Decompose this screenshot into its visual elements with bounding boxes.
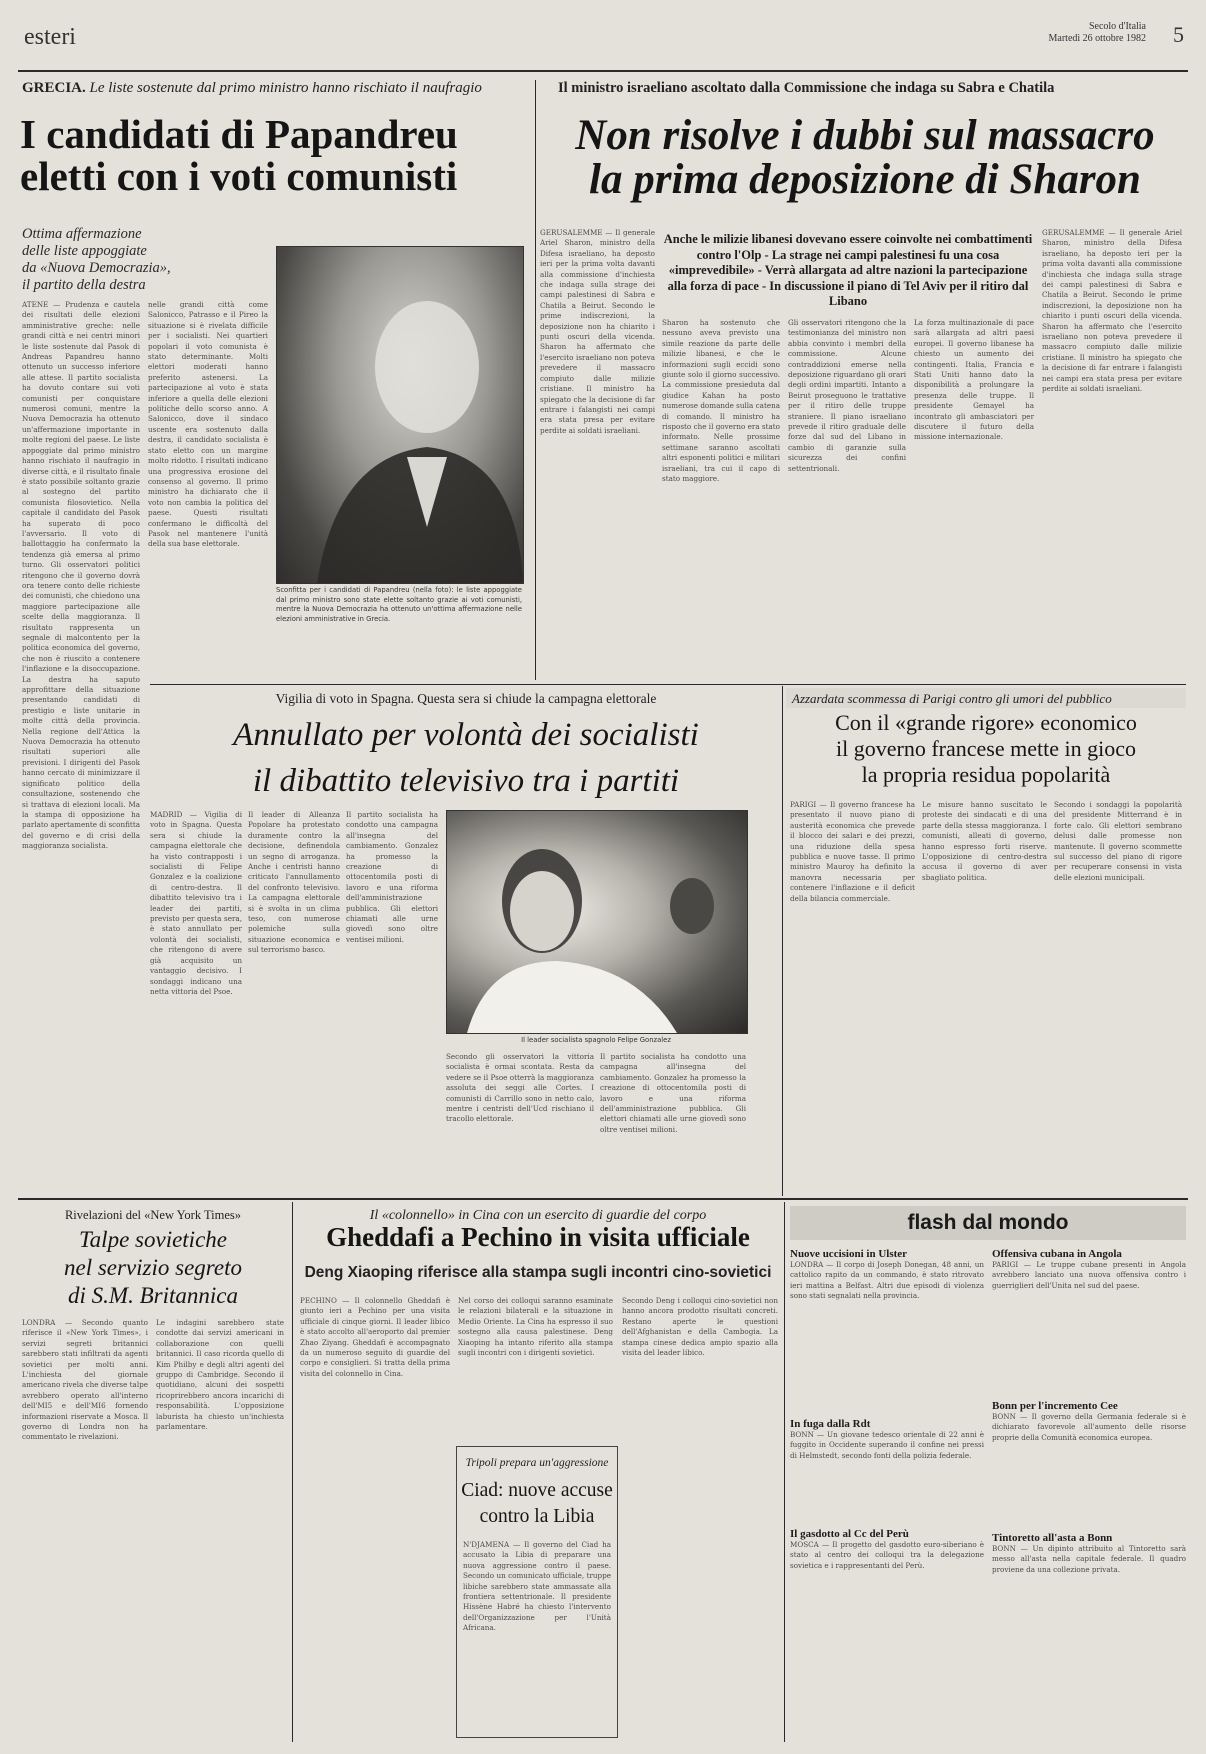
ciad-headline bbox=[457, 1478, 617, 1530]
talpe-headline-line2: nel servizio segreto bbox=[63, 1255, 242, 1280]
talpe-headline bbox=[18, 1226, 288, 1310]
flash-item bbox=[790, 1528, 984, 1690]
francia-kicker-band bbox=[786, 688, 1186, 708]
ciad-body: N'DJAMENA — Il governo del Ciad ha accusato la Libia di preparare una nuova aggressione contro il paese. Secondo un comunicato ufficiale, truppe libiche sarebbero state ammassate alla frontiera settentrionale. Il presidente Hissène Habré ha chiesto l'intervento dell'Organizzazione per l'Unità Africana. bbox=[463, 1540, 611, 1633]
spagna-body-col1: MADRID — Vigilia di voto in Spagna. Questa sera si chiude la campagna elettorale che ha visto contrapposti i socialisti di Felipe Gonzalez e la coalizione di centro-destra. Il dibattito televisivo tra i leader dei partiti, previsto per questa sera, è stato annullato per volontà dei socialisti, che ritengono di avere già acquisito un vantaggio decisivo. I sondaggi indicano una netta vittoria del Psoe. bbox=[150, 810, 242, 996]
flash-item-title: Bonn per l'incremento Cee bbox=[992, 1400, 1118, 1412]
sharon-kicker: Il ministro israeliano ascoltato dalla Commissione che indaga su Sabra e Chatila bbox=[558, 80, 1055, 96]
flash-item-title: Il gasdotto al Cc del Perù bbox=[790, 1528, 909, 1540]
masthead-date: Martedì 26 ottobre 1982 bbox=[1048, 33, 1146, 44]
grecia-headline-line1: I candidati di Papandreu bbox=[20, 111, 458, 157]
gheddafi-body-col1: PECHINO — Il colonnello Gheddafi è giunto ieri a Pechino per una visita ufficiale di cinque giorni. Il leader libico è stato accolto all'aeroporto dal premier Zhao Ziyang. Gheddafi è accompagnato da un numeroso seguito di guardie del corpo e consiglieri. Si tratta della prima visita del colonnello in Cina. bbox=[300, 1296, 450, 1378]
sharon-body-col5: GERUSALEMME — Il generale Ariel Sharon, ministro della Difesa israeliano, ha deposto ieri per la prima volta davanti alla commissione d'inchiesta che indaga sulla strage dei campi palestinesi di Sabra e Chatila a Beirut. Secondo le prime indiscrezioni, la deposizione non ha chiarito i punti oscuri della vicenda. Sharon ha affermato che l'esercito israeliano non poteva prevedere il massacro compiuto dalle milizie cristiane. Il ministro ha spiegato che la decisione di far entrare i falangisti nei campi era stata presa per evitare perdite ai soldati israeliani. bbox=[1042, 228, 1182, 394]
photo-person-icon bbox=[447, 811, 747, 1033]
sharon-body-col4: La forza multinazionale di pace sarà allargata ad altri paesi europei. Il governo libanese ha chiesto un aumento dei contingenti. Italia, Francia e Stati Uniti hanno dato la disponibilità a prolungare la presenza delle truppe. Il presidente Gemayel ha incontrato gli ambasciatori per discutere il futuro della missione internazionale. bbox=[914, 318, 1034, 442]
talpe-kicker: Rivelazioni del «New York Times» bbox=[64, 1208, 242, 1222]
spagna-kicker: Vigilia di voto in Spagna. Questa sera si chiude la campagna elettorale bbox=[275, 691, 657, 706]
sharon-headline-line2: la prima deposizione di Sharon bbox=[589, 155, 1141, 203]
flash-item-text: BONN — Il governo della Germania federale si è dichiarato favorevole all'aumento delle risorse proprie della Comunità economica europea. bbox=[992, 1412, 1186, 1442]
francia-body-col1: PARIGI — Il governo francese ha presentato il nuovo piano di austerità economica che prevede il blocco dei salari e dei prezzi, una riduzione della spesa pubblica e nuove tasse. Il primo ministro Mauroy ha definito la manovra necessaria per contenere l'inflazione e il deficit della bilancia commerciale. bbox=[790, 800, 915, 903]
grecia-kicker bbox=[22, 80, 482, 97]
francia-headline bbox=[786, 710, 1186, 788]
lower-rule bbox=[18, 1198, 1188, 1200]
flash-item bbox=[790, 1418, 984, 1520]
francia-headline-line3: la propria residua popolarità bbox=[861, 762, 1111, 787]
flash-item-text: BONN — Un giovane tedesco orientale di 22 anni è fuggito in Occidente superando il confine nei pressi di Helmstedt, secondo fonti della polizia federale. bbox=[790, 1430, 984, 1460]
ciad-headline-line2: contro la Libia bbox=[479, 1506, 595, 1527]
flash-item bbox=[790, 1248, 984, 1410]
grecia-subhead-line1: Ottima affermazione bbox=[22, 226, 142, 242]
flash-item bbox=[992, 1532, 1186, 1694]
grecia-kicker-label: GRECIA. bbox=[22, 80, 86, 96]
spagna-headline-line2: il dibattito televisivo tra i partiti bbox=[252, 763, 680, 799]
masthead-title: Secolo d'Italia bbox=[1088, 21, 1146, 32]
gonzalez-photo-caption: Il leader socialista spagnolo Felipe Gonzalez bbox=[521, 1036, 671, 1044]
francia-headline-line1: Con il «grande rigore» economico bbox=[835, 710, 1137, 735]
flash-title: flash dal mondo bbox=[790, 1206, 1186, 1240]
grecia-subhead-line3: da «Nuova Democrazia», bbox=[22, 260, 171, 276]
grecia-headline bbox=[20, 111, 530, 199]
sharon-body-col2: Sharon ha sostenuto che nessuno aveva previsto una simile reazione da parte delle milizie libanesi, e che le informazioni sugli eccidi sono giunte solo il giorno successivo. La commissione presieduta dal giudice Kahan ha posto numerose domande sulla catena di comando. Il ministro ha risposto che il governo era stato informato. Nelle prossime settimane saranno ascoltati altri esponenti politici e militari israeliani, tra cui il capo di stato maggiore. bbox=[662, 318, 780, 484]
talpe-body-col1: LONDRA — Secondo quanto riferisce il «New York Times», i servizi segreti britannici sarebbero stati infiltrati da agenti sovietici per molti anni. L'inchiesta del giornale americano rivela che diverse talpe avrebbero operato all'interno dell'MI5 e dell'MI6 fornendo informazioni riservate a Mosca. Il governo di Londra non ha commentato le rivelazioni. bbox=[22, 1318, 148, 1442]
ciad-headline-line1: Ciad: nuove accuse bbox=[461, 1480, 613, 1501]
flash-col1 bbox=[790, 1248, 984, 1690]
gheddafi-kicker: Il «colonnello» in Cina con un esercito di guardie del corpo bbox=[369, 1208, 707, 1223]
flash-item-title: In fuga dalla Rdt bbox=[790, 1418, 871, 1430]
masthead bbox=[1049, 21, 1146, 45]
spagna-kicker-wrap bbox=[150, 688, 782, 707]
flash-item-text: BONN — Un dipinto attribuito al Tintoretto sarà messo all'asta nella capitale federale. Il quadro proviene da una collezione privata. bbox=[992, 1544, 1186, 1574]
sharon-body-col3: Gli osservatori ritengono che la testimonianza del ministro non abbia convinto i membri della commissione. Alcune contraddizioni emerse nella deposizione riguardano gli orari degli ordini impartiti. Intanto a Beirut proseguono le trattative per il ritiro delle truppe straniere. Il piano israeliano prevede il ritiro graduale delle forze dal sud del Libano in cambio di garanzie sulla sicurezza dei confini settentrionali. bbox=[788, 318, 906, 473]
ciad-box bbox=[456, 1446, 618, 1738]
flash-item-text: PARIGI — Le truppe cubane presenti in Angola avrebbero lanciato una nuova offensiva contro i guerriglieri dell'Unita nel sud del paese. bbox=[992, 1260, 1186, 1290]
grecia-body-col2: nelle grandi città come Salonicco, Patrasso e il Pireo la situazione si è rivelata difficile per i socialisti. Nei quartieri popolari il voto comunista è stato determinante. Molti elettori moderati hanno preferito astenersi. La partecipazione al voto è stata inferiore a quella delle elezioni politiche dello scorso anno. A Salonicco, dove il sindaco uscente era sostenuto dalla destra, il candidato socialista è stato eletto con un margine molto ridotto. I risultati indicano una progressiva erosione del consenso al governo. Il primo ministro ha dichiarato che il voto non cambia la politica del paese. Questi risultati confermano le difficoltà del Pasok nel mantenere l'unità della sua base elettorale. bbox=[148, 300, 268, 549]
flash-item-text: LONDRA — Il corpo di Joseph Donegan, 48 anni, un cattolico rapito da un commando, è stato ritrovato ieri mattina a Belfast. Altri due episodi di violenza sono stati segnalati nella provincia. bbox=[790, 1260, 984, 1301]
flash-item bbox=[992, 1400, 1186, 1522]
flash-col2 bbox=[992, 1248, 1186, 1694]
photo-portrait-icon bbox=[277, 247, 523, 583]
column-rule-3 bbox=[292, 1202, 293, 1742]
gheddafi-body-col2: Nel corso dei colloqui saranno esaminate le relazioni bilaterali e la situazione in Medio Oriente. La Cina ha espresso il suo sostegno alla causa palestinese. Deng Xiaoping ha intanto riferito alla stampa sugli incontri con i dirigenti sovietici. bbox=[458, 1296, 613, 1358]
column-rule-4 bbox=[784, 1202, 785, 1742]
gheddafi-subhead: Deng Xiaoping riferisce alla stampa sugli incontri cino-sovietici bbox=[304, 1264, 772, 1281]
column-rule bbox=[535, 80, 536, 680]
grecia-headline-line2: eletti con i voti comunisti bbox=[20, 152, 458, 199]
talpe-kicker-wrap bbox=[18, 1204, 288, 1223]
header-rule bbox=[18, 70, 1188, 72]
flash-item-title: Offensiva cubana in Angola bbox=[992, 1248, 1122, 1260]
gheddafi-kicker-wrap bbox=[296, 1204, 780, 1224]
spagna-body-col4: Secondo gli osservatori la vittoria socialista è ormai scontata. Resta da vedere se il Psoe otterrà la maggioranza assoluta dei seggi alle Cortes. I comunisti di Carrillo sono in netto calo, mentre i centristi dell'Ucd rischiano il tracollo elettorale. bbox=[446, 1052, 594, 1124]
francia-headline-line2: il governo francese mette in gioco bbox=[836, 736, 1136, 761]
spagna-body-col2: Il leader di Alleanza Popolare ha protestato duramente contro la decisione, definendola un segno di arroganza. Anche i centristi hanno criticato l'annullamento del confronto televisivo. La campagna elettorale si è svolta in un clima teso, con numerose polemiche sulla situazione economica e sul terrorismo basco. bbox=[248, 810, 340, 955]
spagna-body-col3: Il partito socialista ha condotto una campagna all'insegna del cambiamento. Gonzalez ha promesso la creazione di ottocentomila posti di lavoro e una riforma dell'amministrazione pubblica. Gli elettori chiamati alle urne giovedì sono oltre ventisei milioni. bbox=[346, 810, 438, 944]
francia-body-col2: Le misure hanno suscitato le proteste dei sindacati e di una parte della stessa maggioranza. I comunisti, alleati di governo, hanno espresso forti riserve. L'opposizione di centro-destra accusa il governo di aver sbagliato politica. bbox=[922, 800, 1047, 882]
grecia-subhead-line4: il partito della destra bbox=[22, 277, 146, 293]
flash-item-title: Tintoretto all'asta a Bonn bbox=[992, 1532, 1113, 1544]
papandreu-photo-caption: Sconfitta per i candidati di Papandreu (nella foto): le liste appoggiate dal primo ministro sono state elette soltanto grazie ai voti comunisti, mentre la Nuova Democrazia ha ottenuto un'ottima affermazione nelle elezioni amministrative in Grecia. bbox=[276, 586, 522, 623]
francia-kicker: Azzardata scommessa di Parigi contro gli umori del pubblico bbox=[792, 691, 1112, 706]
sharon-body-col1: GERUSALEMME — Il generale Ariel Sharon, ministro della Difesa israeliano, ha deposto ieri per la prima volta davanti alla commissione d'inchiesta che indaga sulla strage dei campi palestinesi di Sabra e Chatila a Beirut. Secondo le prime indiscrezioni, la deposizione non ha chiarito i punti oscuri della vicenda. Sharon ha affermato che l'esercito israeliano non poteva prevedere il massacro compiuto dalle milizie cristiane. Il ministro ha spiegato che la decisione di far entrare i falangisti nei campi era stata presa per evitare perdite ai soldati israeliani. bbox=[540, 228, 655, 435]
page-number: 5 bbox=[1173, 22, 1184, 47]
spagna-body-col5: Il partito socialista ha condotto una campagna all'insegna del cambiamento. Gonzalez ha promesso la creazione di ottocentomila posti di lavoro e una riforma dell'amministrazione pubblica. Gli elettori chiamati alle urne giovedì sono oltre ventisei milioni. bbox=[600, 1052, 746, 1134]
mid-rule bbox=[150, 684, 1186, 685]
spagna-headline bbox=[150, 712, 782, 804]
flash-item-title: Nuove uccisioni in Ulster bbox=[790, 1248, 908, 1260]
column-rule-2 bbox=[782, 686, 783, 1196]
flash-item-text: MOSCA — Il progetto del gasdotto euro-siberiano è stato al centro dei colloqui tra la delegazione sovietica e i rappresentanti del Perù. bbox=[790, 1540, 984, 1570]
flash-item bbox=[992, 1248, 1186, 1390]
talpe-headline-line3: di S.M. Britannica bbox=[68, 1283, 238, 1308]
gheddafi-body-col3: Secondo Deng i colloqui cino-sovietici non hanno ancora prodotto risultati concreti. Restano aperte le questioni dell'Afghanistan e della Cambogia. La stampa cinese dedica ampio spazio alla visita del leader libico. bbox=[622, 1296, 778, 1358]
grecia-kicker-text: Le liste sostenute dal primo ministro hanno rischiato il naufragio bbox=[89, 80, 482, 96]
sharon-subhead: Anche le milizie libanesi dovevano essere coinvolte nei combattimenti contro l'Olp - La strage nei campi palestinesi fu una cosa «imprevedibile» - Verrà allargata ad altre nazioni la partecipazione alla forza di pace - In discussione il piano di Tel Aviv per il ritiro dal Libano bbox=[663, 232, 1033, 308]
ciad-kicker-wrap bbox=[457, 1451, 617, 1470]
talpe-headline-line1: Talpe sovietiche bbox=[79, 1227, 227, 1252]
ciad-kicker: Tripoli prepara un'aggressione bbox=[465, 1457, 609, 1469]
section-name: esteri bbox=[24, 24, 76, 50]
gheddafi-headline: Gheddafi a Pechino in visita ufficiale bbox=[326, 1222, 750, 1252]
sharon-headline-line1: Non risolve i dubbi sul massacro bbox=[575, 112, 1155, 159]
papandreu-photo bbox=[276, 246, 524, 584]
gonzalez-photo bbox=[446, 810, 748, 1034]
francia-body-col3: Secondo i sondaggi la popolarità del presidente Mitterrand è in forte calo. Gli elettori sembrano delusi dalle promesse non mantenute. Il governo scommette sul successo del piano di rigore per recuperare consensi in vista delle elezioni municipali. bbox=[1054, 800, 1182, 882]
grecia-subhead-line2: delle liste appoggiate bbox=[22, 243, 147, 259]
grecia-body-col1: ATENE — Prudenza e cautela dei risultati delle elezioni amministrative greche: nelle grandi città e nei centri minori le liste sostenute dal Pasok di Andreas Papandreu hanno ottenuto un successo inferiore alle attese. Il partito socialista ha dovuto contare sui voti comunisti per conquistare numerosi comuni, mentre la Nuova Democrazia ha ottenuto un'affermazione importante in molte regioni del paese. Le liste appoggiate dal primo ministro hanno rischiato il naufragio in diverse città, e il risultato finale è stato possibile soltanto grazie al sostegno del partito comunista filosovietico. Nella capitale il candidato del Pasok ha superato di poco l'avversario. Il voto di ballottaggio ha confermato la tendenza già emersa al primo turno. Gli osservatori politici ritengono che il governo dovrà ora tenere conto delle richieste dei comunisti, che chiedono una maggiore partecipazione alle scelte della maggioranza. Il risultato rappresenta un segnale di malcontento per la politica economica del governo, che non è riuscito a contenere l'inflazione e la disoccupazione. La destra ha saputo approfittare della situazione presentando candidati di prestigio e liste unitarie in molte città della provincia. Nella regione dell'Attica la Nuova Democrazia ha ottenuto risultati superiori alle previsioni. I dirigenti del Pasok hanno cercato di minimizzare il significato politico della consultazione, sostenendo che si trattava di elezioni locali. Ma la stampa di opposizione ha parlato apertamente di sconfitta del governo e di crisi della maggioranza socialista. bbox=[22, 300, 140, 851]
sharon-headline bbox=[540, 114, 1190, 202]
grecia-subhead bbox=[22, 226, 232, 294]
spagna-headline-line1: Annullato per volontà dei socialisti bbox=[233, 717, 699, 753]
talpe-body-col2: Le indagini sarebbero state condotte dai servizi americani in collaborazione con quelli britannici. Il caso ricorda quello di Kim Philby e degli altri agenti del gruppo di Cambridge. Secondo il quotidiano, alcuni dei sospetti ricoprirebbero ancora incarichi di responsabilità. L'opposizione laburista ha chiesto un'inchiesta parlamentare. bbox=[156, 1318, 284, 1432]
